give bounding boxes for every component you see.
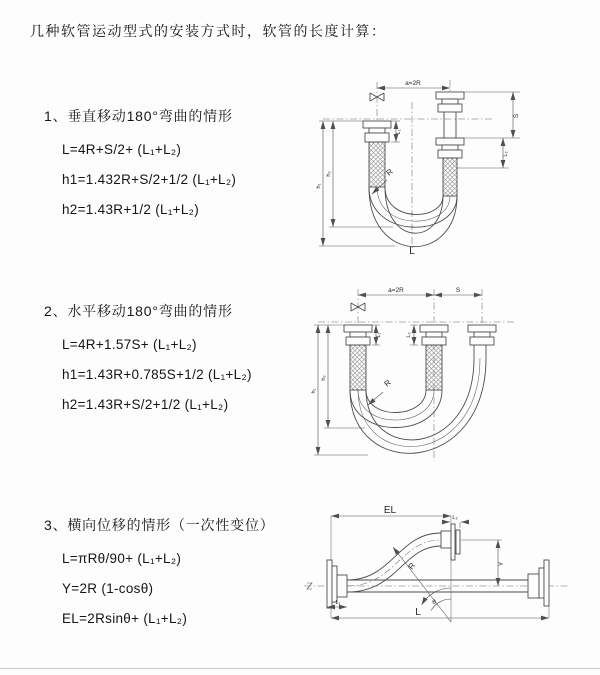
dim-l1 [391, 121, 402, 142]
section-3-heading: 3、横向位移的情形（一次性变位） [44, 517, 275, 533]
formula-line: L=4R+S/2+ (L₁+L₂) [62, 142, 182, 157]
dim-a2r-label: a=2R [388, 287, 404, 294]
dim-l2-label: L₂ [406, 332, 412, 338]
braided-hose [350, 345, 366, 390]
dim-l2 [457, 138, 509, 168]
dim-y-label: Y [498, 561, 505, 567]
dim-h2-label: h₂ [326, 171, 332, 177]
left-hose-end [363, 121, 391, 187]
dim-a2r [377, 80, 450, 88]
diagram-vertical-bend [315, 76, 530, 256]
dim-el-label: EL [383, 505, 397, 516]
right-hose-end [436, 92, 464, 196]
formula-line: EL=2Rsinθ+ (L₁+L₂) [62, 611, 188, 626]
displaced-hose-curve [347, 533, 441, 592]
dim-s-label: S [455, 287, 461, 294]
radius-label: R [384, 166, 395, 178]
dim-s [464, 92, 520, 138]
upper-flange-displaced [441, 524, 460, 560]
right-flange-original-position [528, 560, 549, 606]
radius-label: R [382, 377, 393, 389]
left-hose-end [344, 325, 372, 390]
dim-h2-label: h₂ [321, 375, 327, 381]
page-title: 几种软管运动型式的安装方式时，软管的长度计算： [30, 23, 387, 39]
diagram-lateral-displacement [298, 500, 598, 648]
length-label: L [409, 246, 415, 256]
dim-a2r-label: a=2R [405, 80, 421, 87]
right-hose-end [468, 325, 496, 358]
dim-l2 [406, 325, 418, 345]
formula-line: Y=2R (1-cosθ) [62, 581, 154, 596]
braided-hose [443, 158, 457, 196]
theta-label: θ [432, 599, 436, 606]
dim-l1-label: L₁ [396, 129, 402, 135]
dim-a2r [358, 287, 434, 295]
dim-l2-label: L₂ [503, 151, 509, 157]
formula-line: h1=1.432R+S/2+1/2 (L₁+L₂) [62, 172, 237, 187]
dim-y [461, 540, 505, 586]
dim-s [434, 287, 482, 295]
dim-h1-label: h₁ [311, 388, 317, 394]
centerlines [323, 80, 493, 249]
section-1-heading: 1、垂直移动180°弯曲的情形 [44, 108, 233, 124]
section-lateral-displacement [44, 515, 324, 634]
radius-construction [393, 547, 451, 622]
dim-s-label: S [513, 113, 520, 119]
formula-line: L=πRθ/90+ (L₁+L₂) [62, 551, 182, 566]
theta-angle [422, 588, 451, 611]
dim-l1 [372, 325, 382, 345]
diagram-horizontal-bend [310, 283, 528, 465]
formula-line: L=4R+1.57S+ (L₁+L₂) [62, 337, 197, 352]
dim-l1-label: L₁ [376, 332, 382, 338]
dim-h1-label: h₁ [316, 183, 322, 189]
hose-u-curves [350, 358, 486, 453]
radius-callout [368, 378, 393, 405]
formula-line: h2=1.43R+1/2 (L₁+L₂) [62, 202, 200, 217]
radius-label: R [406, 561, 418, 572]
section-horizontal-bend [44, 301, 324, 420]
dim-l2-label: L₂ [452, 515, 458, 521]
center-hose-end [420, 325, 448, 390]
section-2-heading: 2、水平移动180°弯曲的情形 [44, 303, 233, 319]
dim-l-label: L [415, 607, 421, 618]
section-vertical-bend [44, 106, 324, 225]
dim-l2 [444, 515, 467, 528]
formula-line: h1=1.43R+0.785S+1/2 (L₁+L₂) [62, 367, 252, 382]
dim-l1-label: L₁ [335, 600, 341, 606]
braided-hose [369, 142, 385, 187]
scan-artifact-line [0, 668, 600, 669]
formula-line: h2=1.43R+S/2+1/2 (L₁+L₂) [62, 397, 229, 412]
braided-hose [426, 345, 442, 390]
